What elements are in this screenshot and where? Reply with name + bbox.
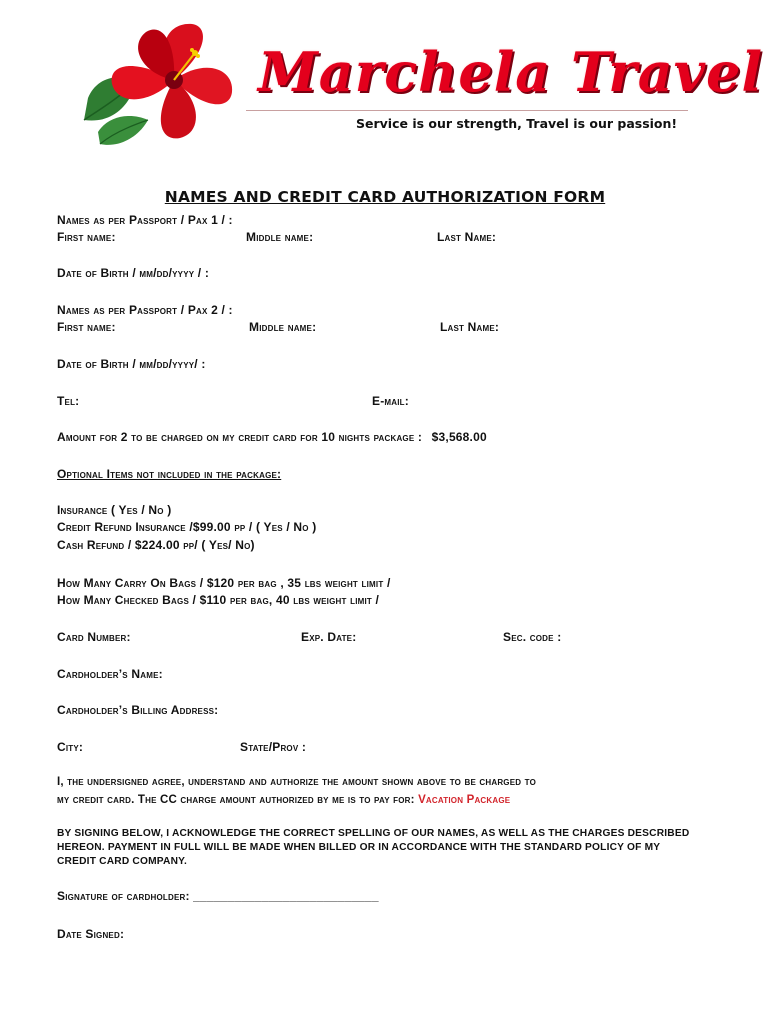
amount-value: $3,568.00 <box>431 430 487 444</box>
sec-code-label: Sec. code : <box>503 630 562 644</box>
agreement-line-1: I, the undersigned agree, understand and authorize the amount shown above to be charged to <box>57 776 536 788</box>
pax1-middle-name-label: Middle name: <box>246 230 314 244</box>
acknowledgement-line-3: CREDIT CARD COMPANY. <box>57 856 188 867</box>
amount-line <box>57 430 487 444</box>
pax1-heading: Names as per Passport / Pax 1 / : <box>57 213 233 227</box>
date-signed-label: Date Signed: <box>57 927 125 941</box>
pax2-first-name-label: First name: <box>57 320 116 334</box>
insurance-option: Insurance ( Yes / No ) <box>57 503 172 517</box>
checked-bags-line: How Many Checked Bags / $110 per bag, 40 lbs weight limit / <box>57 593 380 607</box>
pax2-dob-label: Date of Birth / mm/dd/yyyy/ : <box>57 357 206 371</box>
pax2-last-name-label: Last Name: <box>440 320 500 334</box>
brand-underline <box>246 110 688 111</box>
pax2-middle-name-label: Middle name: <box>249 320 317 334</box>
cash-refund-option: Cash Refund / $224.00 pp/ ( Yes/ No) <box>57 538 255 552</box>
pax2-heading: Names as per Passport / Pax 2 / : <box>57 303 233 317</box>
acknowledgement-line-1: BY SIGNING BELOW, I ACKNOWLEDGE THE CORRECT SPELLING OF OUR NAMES, AS WELL AS THE CHARGES DESCRIBED <box>57 828 690 839</box>
acknowledgement-line-2: HEREON. PAYMENT IN FULL WILL BE MADE WHEN BILLED OR IN ACCORDANCE WITH THE STANDARD POLICY OF MY <box>57 842 661 853</box>
city-label: City: <box>57 740 84 754</box>
agreement-line-2 <box>57 794 510 806</box>
hibiscus-flower-icon <box>78 20 248 152</box>
optional-items-heading: Optional Items not included in the package: <box>57 467 282 481</box>
form-title: NAMES AND CREDIT CARD AUTHORIZATION FORM <box>164 188 606 206</box>
agreement-text: my credit card. The CC charge amount authorized by me is to pay for: <box>57 794 415 806</box>
amount-label: Amount for 2 to be charged on my credit card for 10 nights package : <box>57 430 423 444</box>
card-number-label: Card Number: <box>57 630 131 644</box>
billing-address-label: Cardholder’s Billing Address: <box>57 703 219 717</box>
email-label: E-mail: <box>372 394 409 408</box>
tel-label: Tel: <box>57 394 80 408</box>
exp-date-label: Exp. Date: <box>301 630 357 644</box>
vacation-package-highlight: Vacation Package <box>418 794 511 806</box>
brand-logo-text: Marchela Travel <box>258 40 763 104</box>
tagline: Service is our strength, Travel is our passion! <box>356 116 678 131</box>
carry-on-bags-line: How Many Carry On Bags / $120 per bag , 35 lbs weight limit / <box>57 576 391 590</box>
credit-refund-option: Credit Refund Insurance /$99.00 pp / ( Yes / No ) <box>57 520 317 534</box>
signature-line: Signature of cardholder: ___________________________ <box>57 889 379 903</box>
state-prov-label: State/Prov : <box>240 740 307 754</box>
cardholder-name-label: Cardholder’s Name: <box>57 667 163 681</box>
pax1-last-name-label: Last Name: <box>437 230 497 244</box>
pax1-first-name-label: First name: <box>57 230 116 244</box>
pax1-dob-label: Date of Birth / mm/dd/yyyy / : <box>57 266 210 280</box>
